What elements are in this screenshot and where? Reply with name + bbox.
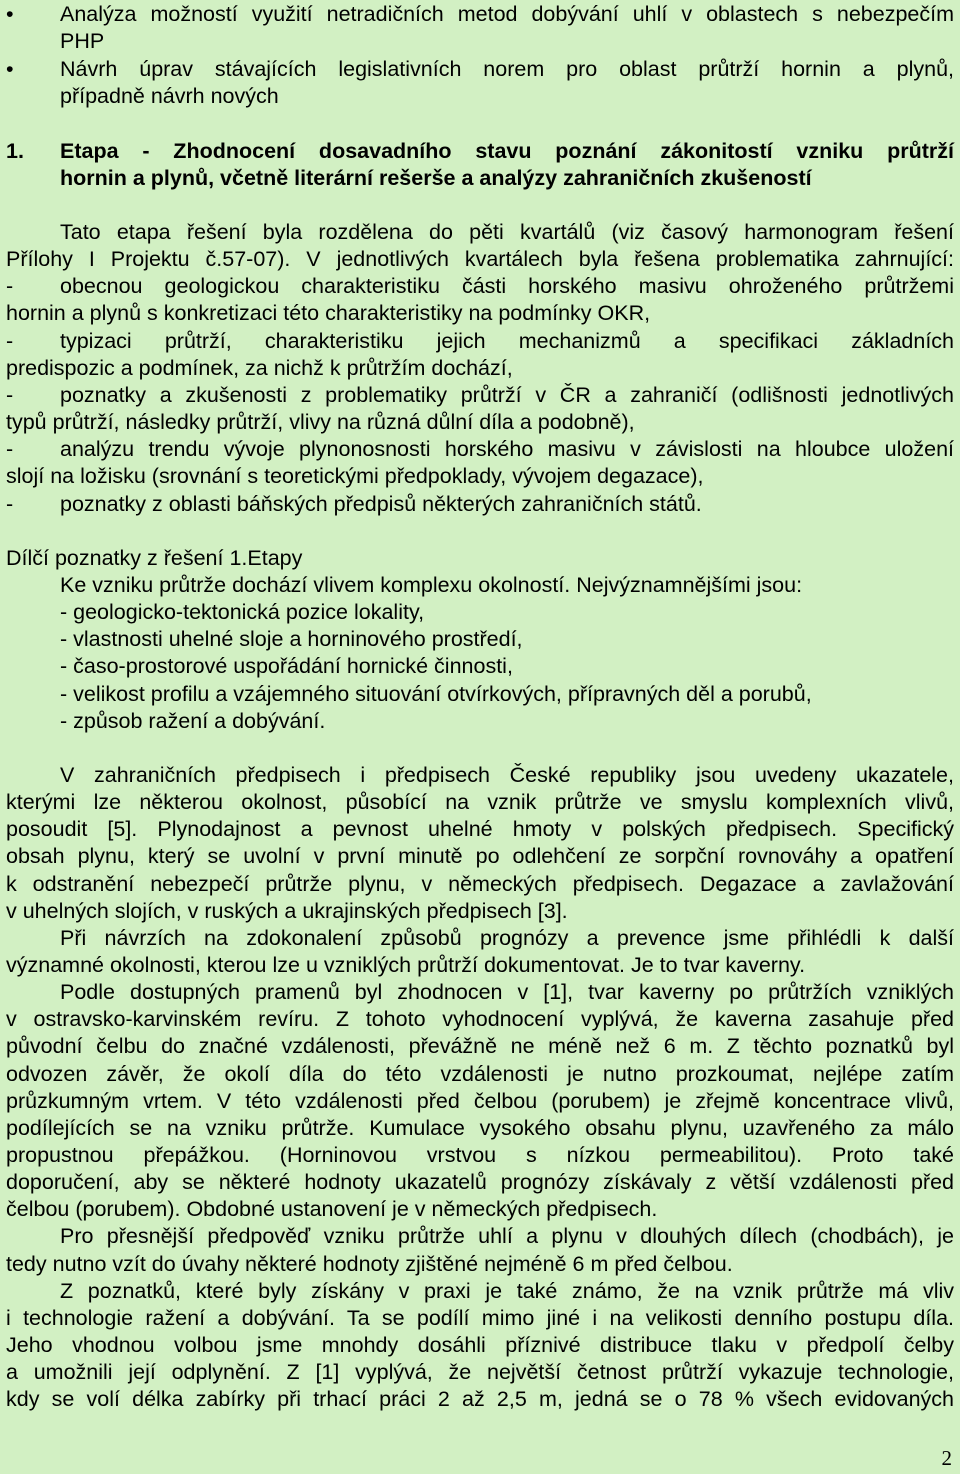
heading-line: Etapa - Zhodnocení dosavadního stavu poznání zákonitostí vzniku průtrží: [60, 139, 954, 163]
list-item: - způsob ražení a dobývání.: [60, 709, 326, 733]
text-line: Návrh úprav stávajících legislativních norem pro oblast průtrží hornin a plynů,: [60, 57, 954, 81]
text-line: Tato etapa řešení byla rozdělena do pěti kvartálů (viz časový harmonogram řešení: [60, 220, 954, 244]
dash-marker: -: [6, 383, 14, 407]
text-line: Jeho vhodnou volbou jsme mnohdy dosáhli příznivé distribuce tlaku v předpolí čelby: [6, 1333, 954, 1357]
text-line: odvozen závěr, že okolí díla do této vzdálenosti je nutno prozkoumat, nejlépe zatím: [6, 1062, 954, 1086]
list-item: - vlastnosti uhelné sloje a horninového prostředí,: [60, 627, 523, 651]
text-line: i technologie ražení a dobývání. Ta se podílí mimo jiné i na velikosti denního postupu díla.: [6, 1306, 954, 1330]
dash-item: [6, 382, 954, 409]
text-line: v uhelných slojích, v ruských a ukrajinských předpisech [3].: [6, 899, 568, 923]
text-line: k odstranění nebezpečí průtrže plynu, v německých předpisech. Degazace a zavlažování: [6, 872, 954, 896]
text-line: propustnou přepážkou. (Horninovou vrstvou s nízkou permeabilitou). Proto také: [6, 1143, 954, 1167]
dash-item: [6, 328, 954, 355]
text-line: PHP: [60, 29, 105, 53]
bullet-item: [6, 1, 954, 28]
list-item: - časo-prostorové uspořádání hornické činnosti,: [60, 654, 513, 678]
text-line: průzkumným vrtem. V této vzdálenosti před čelbou (porubem) je zřejmě koncentrace vlivů,: [6, 1089, 954, 1113]
list-item: - geologicko-tektonická pozice lokality,: [60, 600, 425, 624]
text-line: Přílohy I Projektu č.57-07). V jednotlivých kvartálech byla řešena problematika zahrnující:: [6, 247, 954, 271]
text-line: významné okolnosti, kterou lze u vzniklých průtrží dokumentovat. Je to tvar kaverny.: [6, 953, 806, 977]
page-number: 2: [941, 1446, 952, 1470]
text-line: posoudit [5]. Plynodajnost a pevnost uhelné hmoty v polských předpisech. Specifický: [6, 817, 954, 841]
bullet-icon: •: [6, 2, 14, 26]
text-line: a umožnili její odplynění. Z [1] vyplývá, že největší četnost průtrží vykazuje technologie,: [6, 1360, 954, 1384]
heading-line: hornin a plynů, včetně literární rešerše a analýzy zahraničních zkušeností: [60, 166, 812, 190]
subheading: Dílčí poznatky z řešení 1.Etapy: [6, 546, 303, 570]
text-line: Pro přesnější předpověď vzniku průtrže uhlí a plynu v dlouhých dílech (chodbách), je: [60, 1224, 954, 1248]
text-line: Při návrzích na zdokonalení způsobů prognózy a prevence jsme přihlédli k další: [60, 926, 954, 950]
text-line: doporučení, aby se některé hodnoty ukazatelů prognózy získávaly z větší vzdálenosti před: [6, 1170, 954, 1194]
text-line: typů průtrží, následky průtrží, vlivy na různá důlní díla a podobně),: [6, 410, 635, 434]
dash-item: [6, 436, 954, 463]
text-line: čelbou (porubem). Obdobné ustanovení je v německých předpisech.: [6, 1197, 658, 1221]
dash-item: [6, 273, 954, 300]
text-line: podílejících se na vzniku průtrže. Kumulace vysokého obsahu plynu, uzavřeného za málo: [6, 1116, 954, 1140]
text-line: poznatky a zkušenosti z problematiky průtrží v ČR a zahraničí (odlišnosti jednotlivých: [60, 383, 954, 407]
dash-item: [6, 491, 954, 518]
text-line: analýzu trendu vývoje plynonosnosti horského masivu v závislosti na hloubce uložení: [60, 437, 954, 461]
text-line: v ostravsko-karvinském revíru. Z tohoto vyhodnocení vyplývá, že kaverna zasahuje před: [6, 1007, 954, 1031]
text-line: obsah plynu, který se uvolní v první minutě po odlehčení ze sorpční rovnováhy a opatření: [6, 844, 954, 868]
text-line: obecnou geologickou charakteristiku části horského masivu ohroženého průtržemi: [60, 274, 954, 298]
text-line: kterými lze některou okolnost, působící na vznik průtrže ve smyslu komplexních vlivů,: [6, 790, 954, 814]
text-line: Podle dostupných pramenů byl zhodnocen v [1], tvar kaverny po průtržích vzniklých: [60, 980, 954, 1004]
dash-marker: -: [6, 437, 14, 461]
text-line: Analýza možností využití netradičních metod dobývání uhlí v oblastech s nebezpečím: [60, 2, 954, 26]
section-heading: [6, 138, 954, 165]
text-line: případně návrh nových: [60, 84, 279, 108]
text-line: hornin a plynů s konkretizaci této charakteristiky na podmínky OKR,: [6, 301, 651, 325]
dash-marker: -: [6, 492, 14, 516]
text-line: slojí na ložisku (srovnání s teoretickými předpoklady, vývojem degazace),: [6, 464, 704, 488]
heading-number: 1.: [6, 139, 24, 163]
dash-marker: -: [6, 329, 14, 353]
text-line: predispozic a podmínek, za nichž k průtržím dochází,: [6, 356, 513, 380]
list-item: - velikost profilu a vzájemného situování otvírkových, přípravných děl a porubů,: [60, 682, 812, 706]
text-line: původní čelbu do značné vzdálenosti, převážně ne méně než 6 m. Z těchto poznatků byl: [6, 1034, 954, 1058]
text-line: Ke vzniku průtrže dochází vlivem komplexu okolností. Nejvýznamnějšími jsou:: [60, 573, 803, 597]
bullet-icon: •: [6, 57, 14, 81]
text-line: poznatky z oblasti báňských předpisů některých zahraničních států.: [60, 492, 702, 516]
text-line: Z poznatků, které byly získány v praxi je také známo, že na vznik průtrže má vliv: [60, 1279, 954, 1303]
bullet-item: [6, 56, 954, 83]
text-line: tedy nutno vzít do úvahy některé hodnoty zjištěné nejméně 6 m před čelbou.: [6, 1252, 733, 1276]
text-line: V zahraničních předpisech i předpisech České republiky jsou uvedeny ukazatele,: [60, 763, 954, 787]
text-line: kdy se volí délka zabírky při trhací práci 2 až 2,5 m, jedná se o 78 % všech evidovaných: [6, 1387, 954, 1411]
text-line: typizaci průtrží, charakteristiku jejich mechanizmů a specifikaci základních: [60, 329, 954, 353]
dash-marker: -: [6, 274, 14, 298]
